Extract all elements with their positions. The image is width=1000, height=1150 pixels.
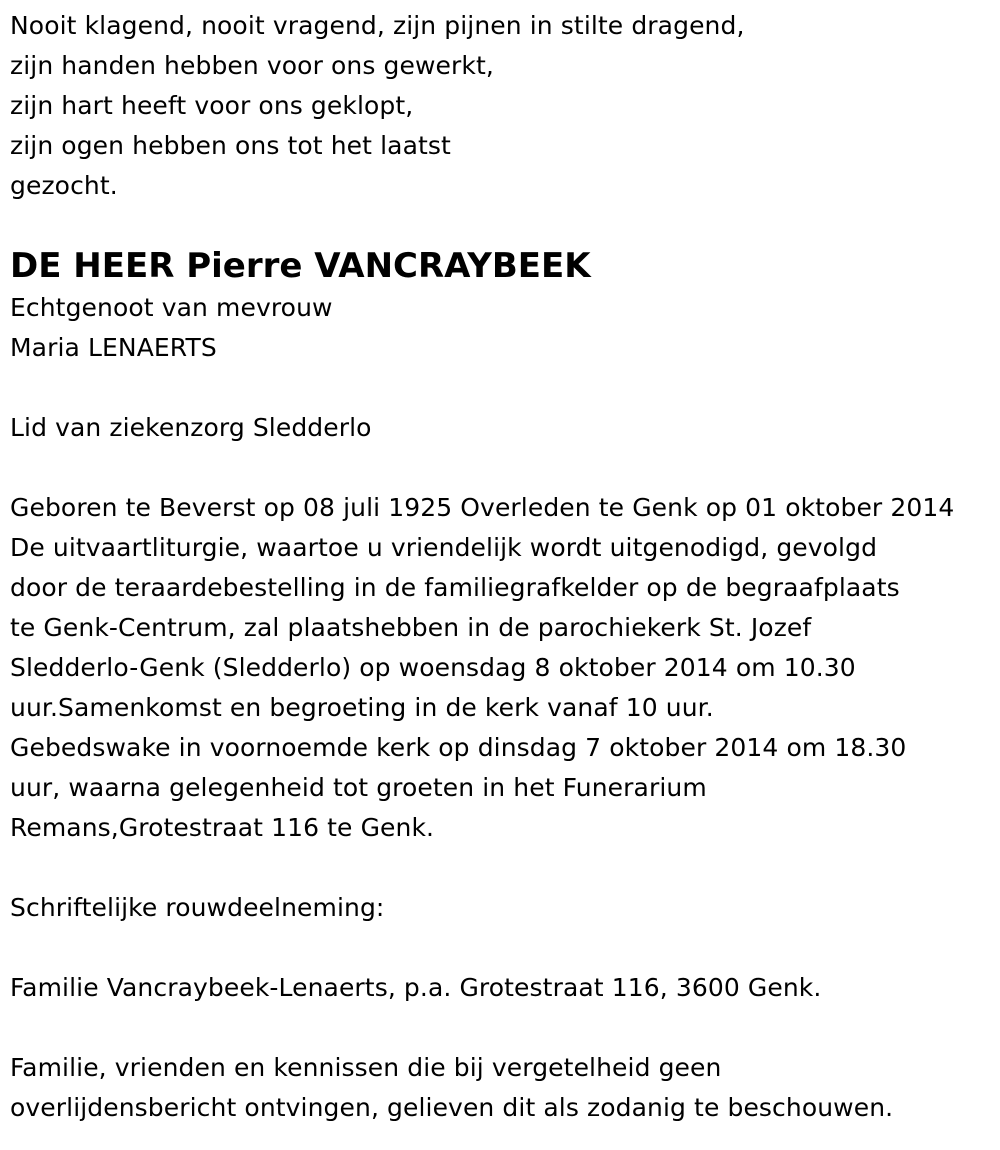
poem-line: zijn hart heeft voor ons geklopt, (10, 91, 414, 120)
poem-line: Nooit klagend, nooit vragend, zijn pijnen in stilte dragend, (10, 11, 745, 40)
obituary-notice (10, 6, 995, 1128)
details-line: uur.Samenkomst en begroeting in de kerk vanaf 10 uur. (10, 693, 714, 722)
funeral-details (10, 488, 995, 848)
closing-line: Familie, vrienden en kennissen die bij vergetelheid geen (10, 1053, 722, 1082)
details-line: door de teraardebestelling in de familiegrafkelder op de begraafplaats (10, 573, 900, 602)
details-line: te Genk-Centrum, zal plaatshebben in de parochiekerk St. Jozef (10, 613, 812, 642)
spouse-line: Echtgenoot van mevrouw (10, 293, 333, 322)
closing-line: overlijdensbericht ontvingen, gelieven dit als zodanig te beschouwen. (10, 1093, 894, 1122)
condolence-address: Familie Vancraybeek-Lenaerts, p.a. Grotestraat 116, 3600 Genk. (10, 973, 822, 1002)
condolence-heading: Schriftelijke rouwdeelneming: (10, 893, 385, 922)
spacer (10, 448, 995, 488)
details-line: Sledderlo-Genk (Sledderlo) op woensdag 8 oktober 2014 om 10.30 (10, 653, 856, 682)
details-line: Gebedswake in voornoemde kerk op dinsdag 7 oktober 2014 om 18.30 (10, 733, 907, 762)
details-line: De uitvaartliturgie, waartoe u vriendelijk wordt uitgenodigd, gevolgd (10, 533, 878, 562)
poem-line: zijn ogen hebben ons tot het laatst (10, 131, 451, 160)
poem-line: zijn handen hebben voor ons gewerkt, (10, 51, 494, 80)
closing-note (10, 1048, 995, 1128)
poem (10, 6, 995, 206)
spouse-name: Maria LENAERTS (10, 333, 217, 362)
details-line: Remans,Grotestraat 116 te Genk. (10, 813, 435, 842)
details-line: Geboren te Beverst op 08 juli 1925 Overleden te Genk op 01 oktober 2014 (10, 493, 955, 522)
deceased-name: DE HEER Pierre VANCRAYBEEK (10, 246, 591, 286)
details-line: uur, waarna gelegenheid tot groeten in het Funerarium (10, 773, 707, 802)
spacer (10, 1008, 995, 1048)
spacer (10, 928, 995, 968)
membership: Lid van ziekenzorg Sledderlo (10, 413, 372, 442)
poem-line: gezocht. (10, 171, 118, 200)
spacer (10, 368, 995, 408)
spacer (10, 848, 995, 888)
